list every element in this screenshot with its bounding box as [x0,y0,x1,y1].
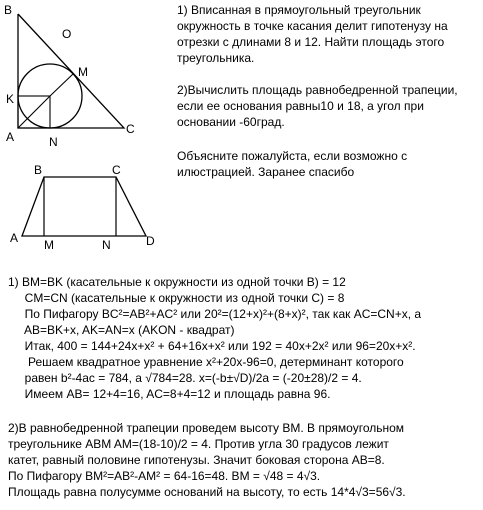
label-d: D [146,234,155,248]
solution-line: Площадь равна полусумме оснований на высоту, то есть 14*4√3=56√3. [8,485,406,499]
solution-line: Решаем квадратное уравнение x²+20x-96=0, детерминант которого [8,355,404,369]
solution-line: AB=BK+x, AK=AN=x (AKON - квадрат) [8,323,235,337]
question-line: 2)Вычислить площадь равнобедренной трапеции, [177,83,458,97]
radius-om [50,74,73,96]
label-n: N [49,135,58,149]
question-line: окружность в точке касания делит гипотенузу на [177,19,448,33]
solution-line: По Пифагору BC²=AB²+AC² или 20²=(12+x)²+(8+x)², так как AC=CN+x, а [8,307,422,321]
solution-line: 1) BM=BK (касательные к окружности из одной точки B) = 12 [8,275,346,289]
solution-line: По Пифагору BM²=AB²-AM² = 64-16=48. BM = √48 = 4√3. [8,469,321,483]
solution-line: CM=CN (касательные к окружности из одной точки C) = 8 [8,291,345,305]
question-line: 1) Вписанная в прямоугольный треугольник [177,3,421,17]
question-line: илюстрацией. Заранее спасибо [177,165,355,179]
question-line: треугольника. [177,51,255,65]
solution-line: Итак, 400 = 144+24x+x² + 64+16x+x² или 192 = 40x+2x² или 96=20x+x². [8,339,416,353]
trapezoid-figure [0,160,170,250]
label-b: B [4,3,13,17]
trapezoid-shape [22,177,146,236]
triangle-figure [0,0,160,160]
label-b: B [34,163,43,177]
solution-line: треугольнике ABM AM=(18-10)/2 = 4. Против угла 30 градусов лежит [8,437,389,451]
question-line: отрезки с длинами 8 и 12. Найти площадь этого [177,35,445,49]
label-c: C [126,122,135,136]
label-a: A [10,231,19,245]
solution-line: 2)В равнобедренной трапеции проведем высоту BM. В прямоугольном [8,421,405,435]
label-k: K [6,92,15,106]
solution-line: Имеем AB= 12+4=16, AC=8+4=12 и площадь равна 96. [8,387,331,401]
label-c: C [112,163,121,177]
question-line: если ее основания равны10 и 18, а угол при [177,99,424,113]
label-m: M [78,65,88,79]
label-o: O [62,27,72,41]
question-line: основании -60град. [177,115,285,129]
solution-line: равен b²-4ac = 784, а √784=28. x=(-b±√D)/2a = (-20±28)/2 = 4. [8,371,362,385]
label-n: N [102,238,111,250]
question-line: Объясните пожалуйста, если возможно с [177,149,408,163]
label-a: A [6,130,15,144]
label-m: M [44,238,54,250]
solution-line: катет, равный половине гипотенузы. Значит боковая сторона AB=8. [8,453,385,467]
